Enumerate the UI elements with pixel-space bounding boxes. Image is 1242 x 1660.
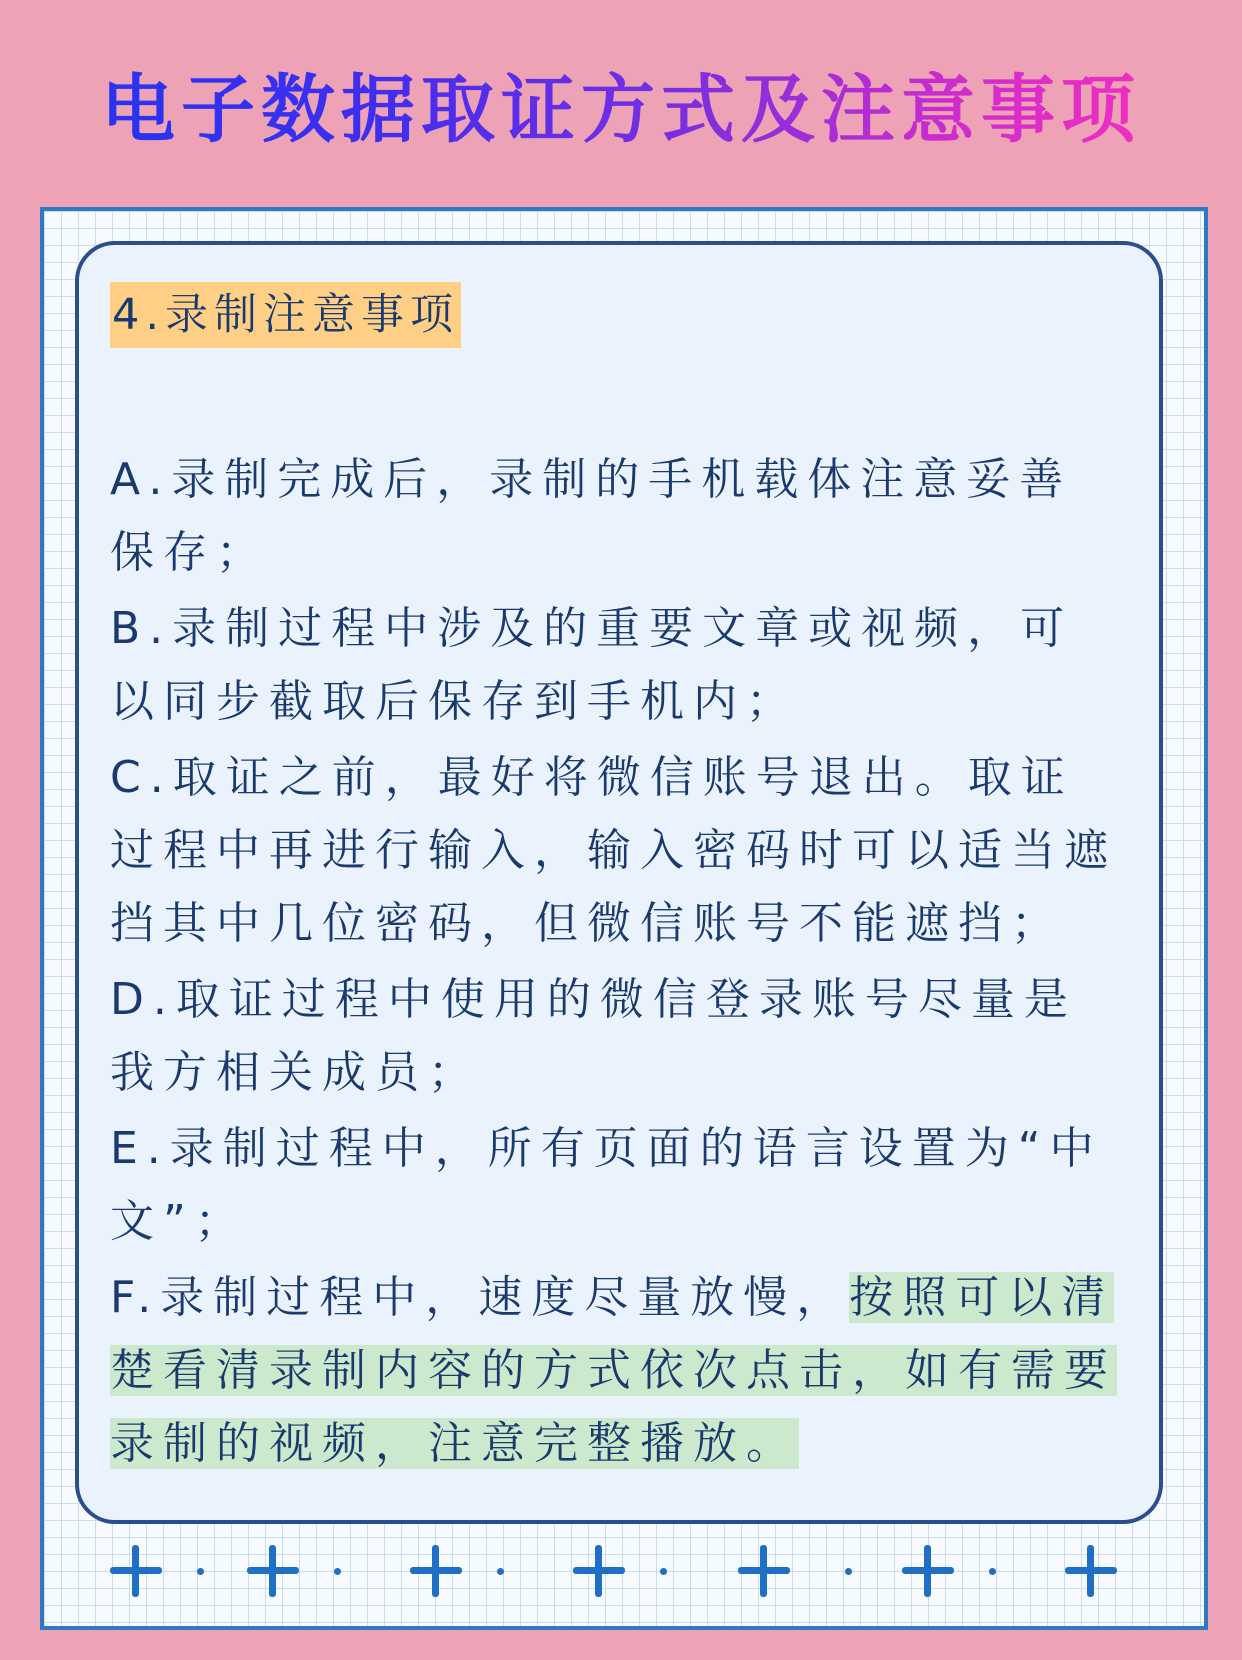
- note-item-e: E.录制过程中，所有页面的语言设置为“中文”；: [110, 1123, 1103, 1247]
- note-item-f-highlight: 按照可以清楚看清录制内容的方式依次点击，如有需要录制的视频，注意完整播放。: [110, 1272, 1117, 1469]
- plus-icon: [110, 1545, 162, 1597]
- note-item-c: C.取证之前，最好将微信账号退出。取证过程中再进行输入，输入密码时可以适当遮挡其中几位密码，但微信账号不能遮挡；: [110, 752, 1117, 949]
- note-item-b: B.录制过程中涉及的重要文章或视频，可以同步截取后保存到手机内；: [110, 603, 1074, 727]
- note-item-f-plain: F.录制过程中，速度尽量放慢，: [110, 1272, 850, 1323]
- note-item-f: [110, 1261, 1120, 1480]
- note-item-a: A.录制完成后，录制的手机载体注意妥善保存；: [110, 454, 1073, 578]
- plus-icon: [573, 1545, 625, 1597]
- plus-icon: [247, 1545, 299, 1597]
- dot-icon: [660, 1568, 667, 1575]
- dot-icon: [989, 1568, 996, 1575]
- dot-icon: [197, 1568, 204, 1575]
- section-heading: 4.录制注意事项: [110, 282, 461, 348]
- page-title: 电子数据取证方式及注意事项: [0, 60, 1242, 160]
- content-body: [110, 278, 1120, 1483]
- dot-icon: [845, 1568, 852, 1575]
- plus-icon: [1065, 1545, 1117, 1597]
- plus-icon: [902, 1545, 954, 1597]
- plus-icon: [738, 1545, 790, 1597]
- decorative-border-row: [110, 1545, 1130, 1605]
- dot-icon: [497, 1568, 504, 1575]
- dot-icon: [334, 1568, 341, 1575]
- note-item-d: D.取证过程中使用的微信登录账号尽量是我方相关成员；: [110, 974, 1077, 1098]
- plus-icon: [410, 1545, 462, 1597]
